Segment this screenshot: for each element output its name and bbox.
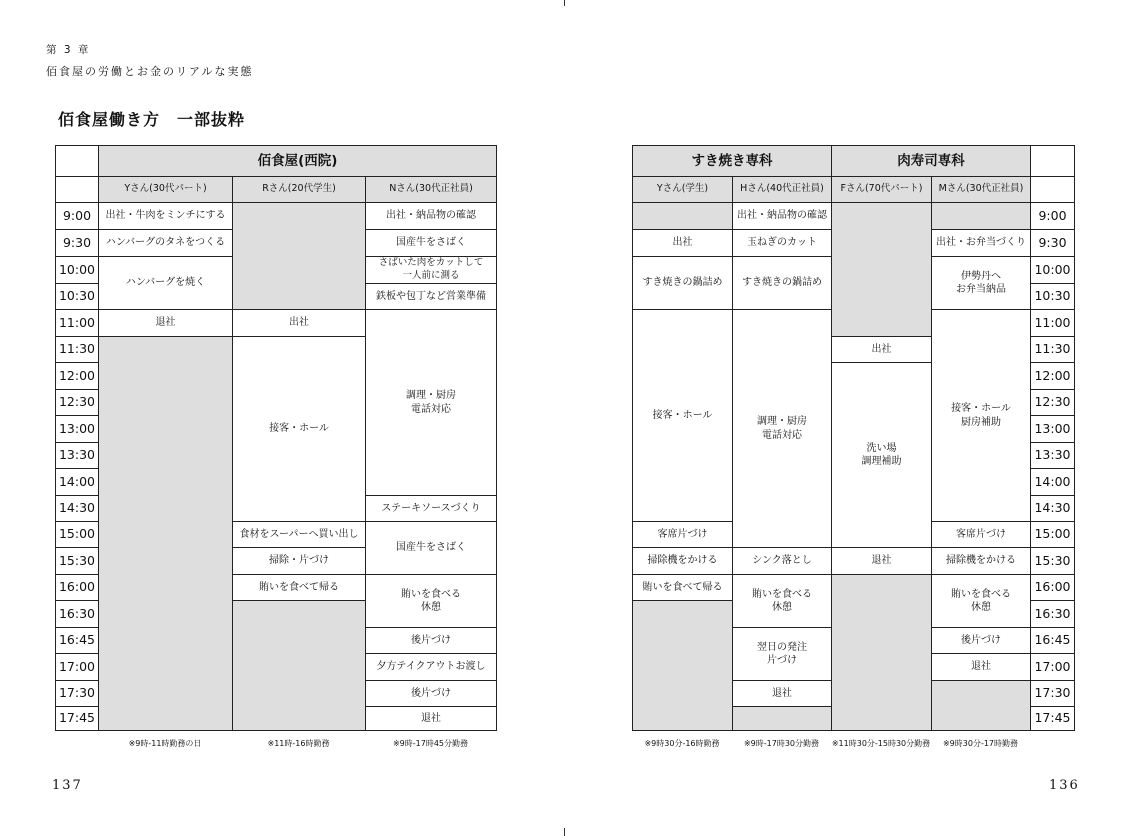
task-cell: 出社・納品物の確認 [365, 202, 497, 230]
shift-note: ※11時-16時勤務 [267, 739, 330, 748]
empty-cell [831, 202, 932, 337]
gutter-mark-top [564, 0, 565, 6]
task-cell: 賄いを食べて帰る [632, 574, 733, 601]
time-label: 10:00 [1030, 256, 1075, 284]
task-cell: 退社 [365, 706, 497, 731]
empty-cell [98, 336, 233, 731]
empty-cell [931, 680, 1031, 731]
task-cell: 伊勢丹へ お弁当納品 [931, 256, 1031, 310]
task-cell: シンク落とし [732, 547, 832, 575]
time-label: 16:45 [55, 627, 99, 654]
task-cell: 洗い場 調理補助 [831, 362, 932, 548]
time-label: 12:00 [55, 362, 99, 390]
time-label: 9:00 [1030, 202, 1075, 230]
task-cell: ハンバーグを焼く [98, 256, 233, 310]
task-cell: 翌日の発注 片づけ [732, 627, 832, 681]
time-label: 17:30 [1030, 680, 1075, 707]
time-label: 13:00 [1030, 415, 1075, 443]
time-label: 15:00 [1030, 521, 1075, 548]
time-label: 12:00 [1030, 362, 1075, 390]
empty-cell [232, 202, 366, 310]
task-cell: 接客・ホール [632, 309, 733, 522]
task-cell: 調理・厨房 電話対応 [365, 309, 497, 496]
task-cell: さばいた肉をカットして 一人前に測る [365, 256, 497, 284]
task-cell: 掃除機をかける [931, 547, 1031, 575]
task-cell: 接客・ホール 厨房補助 [931, 309, 1031, 522]
task-cell: 退社 [831, 547, 932, 575]
shift-note: ※11時30分-15時30分勤務 [831, 739, 931, 748]
task-cell: 後片づけ [365, 680, 497, 707]
task-cell: 出社・牛肉をミンチにする [98, 202, 233, 230]
gutter-mark-bottom [564, 828, 565, 836]
task-cell: 出社 [632, 229, 733, 257]
task-cell: 賄いを食べる 休憩 [365, 574, 497, 628]
time-label: 9:00 [55, 202, 99, 230]
shift-note: ※9時-11時勤務の日 [128, 739, 202, 748]
time-label: 17:30 [55, 680, 99, 707]
time-label: 10:00 [55, 256, 99, 284]
staff-header: Mさん(30代正社員) [931, 176, 1031, 203]
time-label: 13:00 [55, 415, 99, 443]
time-label: 11:00 [1030, 309, 1075, 337]
task-cell: 国産牛をさばく [365, 229, 497, 257]
task-cell: ハンバーグのタネをつくる [98, 229, 233, 257]
time-label: 15:30 [55, 547, 99, 575]
time-label: 14:30 [1030, 495, 1075, 522]
task-cell: 退社 [98, 309, 233, 337]
task-cell: 接客・ホール [232, 336, 366, 522]
task-cell: すき焼きの鍋詰め [732, 256, 832, 310]
shift-note: ※9時30分-17時勤務 [942, 739, 1019, 748]
time-label: 10:30 [55, 283, 99, 310]
staff-header: Yさん(30代パート) [98, 176, 233, 203]
shift-note: ※9時-17時45分勤務 [392, 739, 469, 748]
staff-header: Rさん(20代学生) [232, 176, 366, 203]
time-label: 10:30 [1030, 283, 1075, 310]
task-cell: 調理・厨房 電話対応 [732, 309, 832, 548]
staff-header: Fさん(70代パート) [831, 176, 932, 203]
time-label: 14:00 [55, 468, 99, 496]
time-label: 11:00 [55, 309, 99, 337]
time-label: 11:30 [1030, 336, 1075, 363]
task-cell: 掃除機をかける [632, 547, 733, 575]
time-label: 9:30 [1030, 229, 1075, 257]
task-cell: 賄いを食べる 休憩 [732, 574, 832, 628]
task-cell: 出社・納品物の確認 [732, 202, 832, 230]
empty-cell [232, 600, 366, 731]
page-number-right: 136 [1049, 778, 1080, 793]
corner-cell [1030, 145, 1075, 177]
task-cell: ステーキソースづくり [365, 495, 497, 522]
chapter-subtitle: 佰食屋の労働とお金のリアルな実態 [46, 65, 254, 78]
shift-note: ※9時-17時30分勤務 [743, 739, 820, 748]
task-cell: 退社 [732, 680, 832, 707]
page-title: 佰食屋働き方 一部抜粋 [58, 110, 246, 129]
task-cell: 鉄板や包丁など営業準備 [365, 283, 497, 310]
time-label: 16:00 [55, 574, 99, 601]
staff-header: Nさん(30代正社員) [365, 176, 497, 203]
time-label: 16:30 [1030, 600, 1075, 628]
page-number-left: 137 [52, 778, 83, 793]
task-cell: 夕方テイクアウトお渡し [365, 653, 497, 681]
time-label: 16:45 [1030, 627, 1075, 654]
time-label: 17:45 [1030, 706, 1075, 731]
task-cell: 賄いを食べる 休憩 [931, 574, 1031, 628]
task-cell: 食材をスーパーへ買い出し [232, 521, 366, 548]
time-label: 17:45 [55, 706, 99, 731]
staff-header: Yさん(学生) [632, 176, 733, 203]
task-cell: 出社 [831, 336, 932, 363]
time-label: 9:30 [55, 229, 99, 257]
task-cell: 出社 [232, 309, 366, 337]
task-cell: 賄いを食べて帰る [232, 574, 366, 601]
time-label: 14:00 [1030, 468, 1075, 496]
empty-cell [831, 574, 932, 731]
corner-cell [1030, 176, 1075, 203]
task-cell: 客席片づけ [632, 521, 733, 548]
task-cell: 退社 [931, 653, 1031, 681]
group-header: 佰食屋(西院) [98, 145, 497, 177]
task-cell: 出社・お弁当づくり [931, 229, 1031, 257]
time-label: 16:30 [55, 600, 99, 628]
task-cell: 掃除・片づけ [232, 547, 366, 575]
empty-cell [632, 202, 733, 230]
time-label: 17:00 [1030, 653, 1075, 681]
time-label: 16:00 [1030, 574, 1075, 601]
task-cell: 後片づけ [931, 627, 1031, 654]
time-label: 17:00 [55, 653, 99, 681]
task-cell: 玉ねぎのカット [732, 229, 832, 257]
group-header: 肉寿司専科 [831, 145, 1031, 177]
time-label: 15:30 [1030, 547, 1075, 575]
time-label: 14:30 [55, 495, 99, 522]
empty-cell [732, 706, 832, 731]
task-cell: すき焼きの鍋詰め [632, 256, 733, 310]
time-label: 12:30 [1030, 389, 1075, 416]
time-label: 11:30 [55, 336, 99, 363]
task-cell: 後片づけ [365, 627, 497, 654]
task-cell: 国産牛をさばく [365, 521, 497, 575]
time-label: 12:30 [55, 389, 99, 416]
task-cell: 客席片づけ [931, 521, 1031, 548]
corner-cell [55, 176, 99, 203]
shift-note: ※9時30分-16時勤務 [644, 739, 720, 748]
empty-cell [632, 600, 733, 731]
time-label: 13:30 [1030, 442, 1075, 469]
staff-header: Hさん(40代正社員) [732, 176, 832, 203]
time-label: 15:00 [55, 521, 99, 548]
group-header: すき焼き専科 [632, 145, 832, 177]
time-label: 13:30 [55, 442, 99, 469]
chapter-label: 第 3 章 [46, 44, 91, 56]
empty-cell [931, 202, 1031, 230]
corner-cell [55, 145, 99, 177]
